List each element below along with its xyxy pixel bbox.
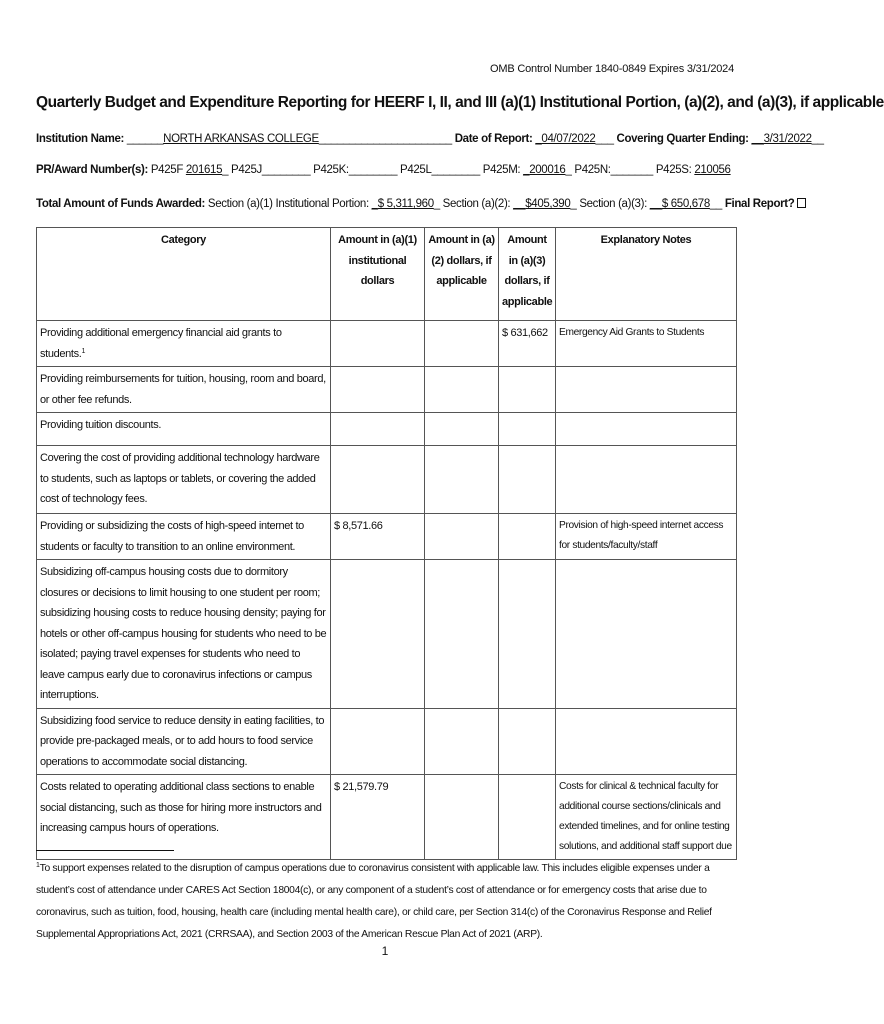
category-cell: Providing or subsidizing the costs of high-speed internet to students or faculty to transition to an online environment. [37, 514, 331, 560]
amount-a3-cell[interactable] [499, 446, 556, 514]
footnote-text: To support expenses related to the disruption of campus operations due to coronavirus consistent with applicable law. This includes eligible expenses under a student’s cost of attendance under CARES Act Section 18004(c), or any component of a student’s cost of attendance or for emergency costs that arise due to coronavirus, such as tuition, food, housing, health care (including mental health care), or child care, per Section 314(c) of the Coronavirus Response and Relief Supplemental Appropriations Act, 2021 (CRRSAA), and Section 2003 of the American Rescue Plan Act of 2021 (ARP). [36, 863, 712, 940]
date-value: 04/07/2022 [541, 133, 596, 145]
final-report-label: Final Report? [724, 198, 795, 210]
notes-cell[interactable] [556, 560, 737, 709]
notes-cell[interactable] [556, 708, 737, 775]
total-a3-value: $ 650,678 [661, 198, 710, 210]
award-line: PR/Award Number(s): P425F 201615_ P425J________ P425K:________ P425L________ P425M: _200016_ P425N:_______ P425S: 210056 [36, 164, 731, 176]
amount-a3-cell[interactable] [499, 514, 556, 560]
category-cell: Providing additional emergency financial aid grants to students.$^1$ [37, 321, 331, 367]
footnote-marker: 1 [36, 862, 40, 869]
totals-line: Total Amount of Funds Awarded: Section (a)(1) Institutional Portion: _$ 5,311,960_ Section (a)(2): __$405,390_ Section (a)(3): __$ 650,678__ Final Report? [36, 198, 806, 210]
notes-cell[interactable] [556, 413, 737, 446]
amount-a1-cell[interactable] [331, 446, 425, 514]
table-row [37, 446, 737, 514]
notes-cell[interactable]: Costs for clinical & technical faculty for additional course sections/clinicals and extended timelines, and for online testing solutions, and additional staff support due [556, 775, 737, 860]
amount-a1-cell[interactable] [331, 560, 425, 709]
table-row [37, 708, 737, 775]
quarter-label: Covering Quarter Ending: [616, 133, 749, 145]
amount-a2-cell[interactable] [425, 708, 499, 775]
amount-a2-cell[interactable] [425, 367, 499, 413]
page-title: Quarterly Budget and Expenditure Reporting for HEERF I, II, and III (a)(1) Institutional Portion, (a)(2), and (a)(3), if applicable [36, 94, 884, 111]
footnote-ref: 1 [81, 347, 86, 355]
total-a1-value: $ 5,311,960 [377, 198, 434, 210]
category-cell: Costs related to operating additional class sections to enable social distancing, such as those for hiring more instructors and increasing campus hours of operations. [37, 775, 331, 860]
institution-line: Institution Name: ______NORTH ARKANSAS COLLEGE______________________ Date of Report: _04/07/2022___ Covering Quarter Ending: __3/31/2022__ [36, 133, 824, 145]
col-header-category: Category [37, 228, 331, 321]
table-header-row [37, 228, 737, 321]
col-header-a1: Amount in (a)(1) institutional dollars [331, 228, 425, 321]
quarter-value: 3/31/2022 [763, 133, 812, 145]
award-label: PR/Award Number(s): [36, 164, 148, 176]
amount-a1-cell[interactable] [331, 367, 425, 413]
amount-a2-cell[interactable] [425, 514, 499, 560]
amount-a3-cell[interactable] [499, 775, 556, 860]
category-cell: Providing reimbursements for tuition, housing, room and board, or other fee refunds. [37, 367, 331, 413]
final-report-checkbox[interactable] [797, 198, 806, 208]
institution-label: Institution Name [36, 133, 121, 145]
amount-a2-cell[interactable] [425, 413, 499, 446]
footnote-divider [36, 850, 174, 851]
amount-a1-cell[interactable] [331, 708, 425, 775]
notes-cell[interactable]: Provision of high-speed internet access for students/faculty/staff [556, 514, 737, 560]
page-number: 1 [381, 944, 389, 958]
amount-a2-cell[interactable] [425, 446, 499, 514]
amount-a3-cell[interactable]: $ 631,662 [499, 321, 556, 367]
notes-cell[interactable] [556, 367, 737, 413]
notes-cell[interactable] [556, 446, 737, 514]
amount-a1-cell[interactable] [331, 321, 425, 367]
col-header-a3: Amount in (a)(3) dollars, if applicable [499, 228, 556, 321]
amount-a3-cell[interactable] [499, 560, 556, 709]
amount-a3-cell[interactable] [499, 413, 556, 446]
amount-a1-cell[interactable]: $ 21,579.79 [331, 775, 425, 860]
footnote [36, 858, 736, 946]
amount-a3-cell[interactable] [499, 708, 556, 775]
notes-cell[interactable]: Emergency Aid Grants to Students [556, 321, 737, 367]
omb-control-number: OMB Control Number 1840-0849 Expires 3/31/2024 [490, 63, 734, 75]
amount-a1-cell[interactable]: $ 8,571.66 [331, 514, 425, 560]
institution-name: NORTH ARKANSAS COLLEGE [163, 133, 319, 145]
table-row [37, 560, 737, 709]
category-cell: Covering the cost of providing additional technology hardware to students, such as laptops or tablets, or covering the added cost of technology fees. [37, 446, 331, 514]
amount-a3-cell[interactable] [499, 367, 556, 413]
table-row [37, 367, 737, 413]
table-row [37, 413, 737, 446]
p425f-value: 201615 [185, 164, 223, 176]
total-a2-value: $405,390 [525, 198, 571, 210]
amount-a2-cell[interactable] [425, 560, 499, 709]
amount-a2-cell[interactable] [425, 321, 499, 367]
category-cell: Subsidizing food service to reduce density in eating facilities, to provide pre-packaged meals, or to add hours to food service operations to accommodate social distancing. [37, 708, 331, 775]
date-label: Date of Report: [454, 133, 533, 145]
p425s-value: 210056 [694, 164, 731, 176]
totals-label: Total Amount of Funds Awarded: [36, 198, 206, 210]
col-header-notes: Explanatory Notes [556, 228, 737, 321]
amount-a2-cell[interactable] [425, 775, 499, 860]
table-row [37, 321, 737, 367]
table-row [37, 514, 737, 560]
expenditure-table [36, 227, 737, 860]
amount-a1-cell[interactable] [331, 413, 425, 446]
category-cell: Subsidizing off-campus housing costs due to dormitory closures or decisions to limit housing to one student per room; subsidizing housing costs to reduce housing density; paying for hotels or other off-campus housing for students who need to be isolated; paying travel expenses for students who need to leave campus early due to coronavirus infections or campus interruptions. [37, 560, 331, 709]
category-cell: Providing tuition discounts. [37, 413, 331, 446]
col-header-a2: Amount in (a)(2) dollars, if applicable [425, 228, 499, 321]
p425m-value: 200016 [529, 164, 566, 176]
table-row [37, 775, 737, 860]
